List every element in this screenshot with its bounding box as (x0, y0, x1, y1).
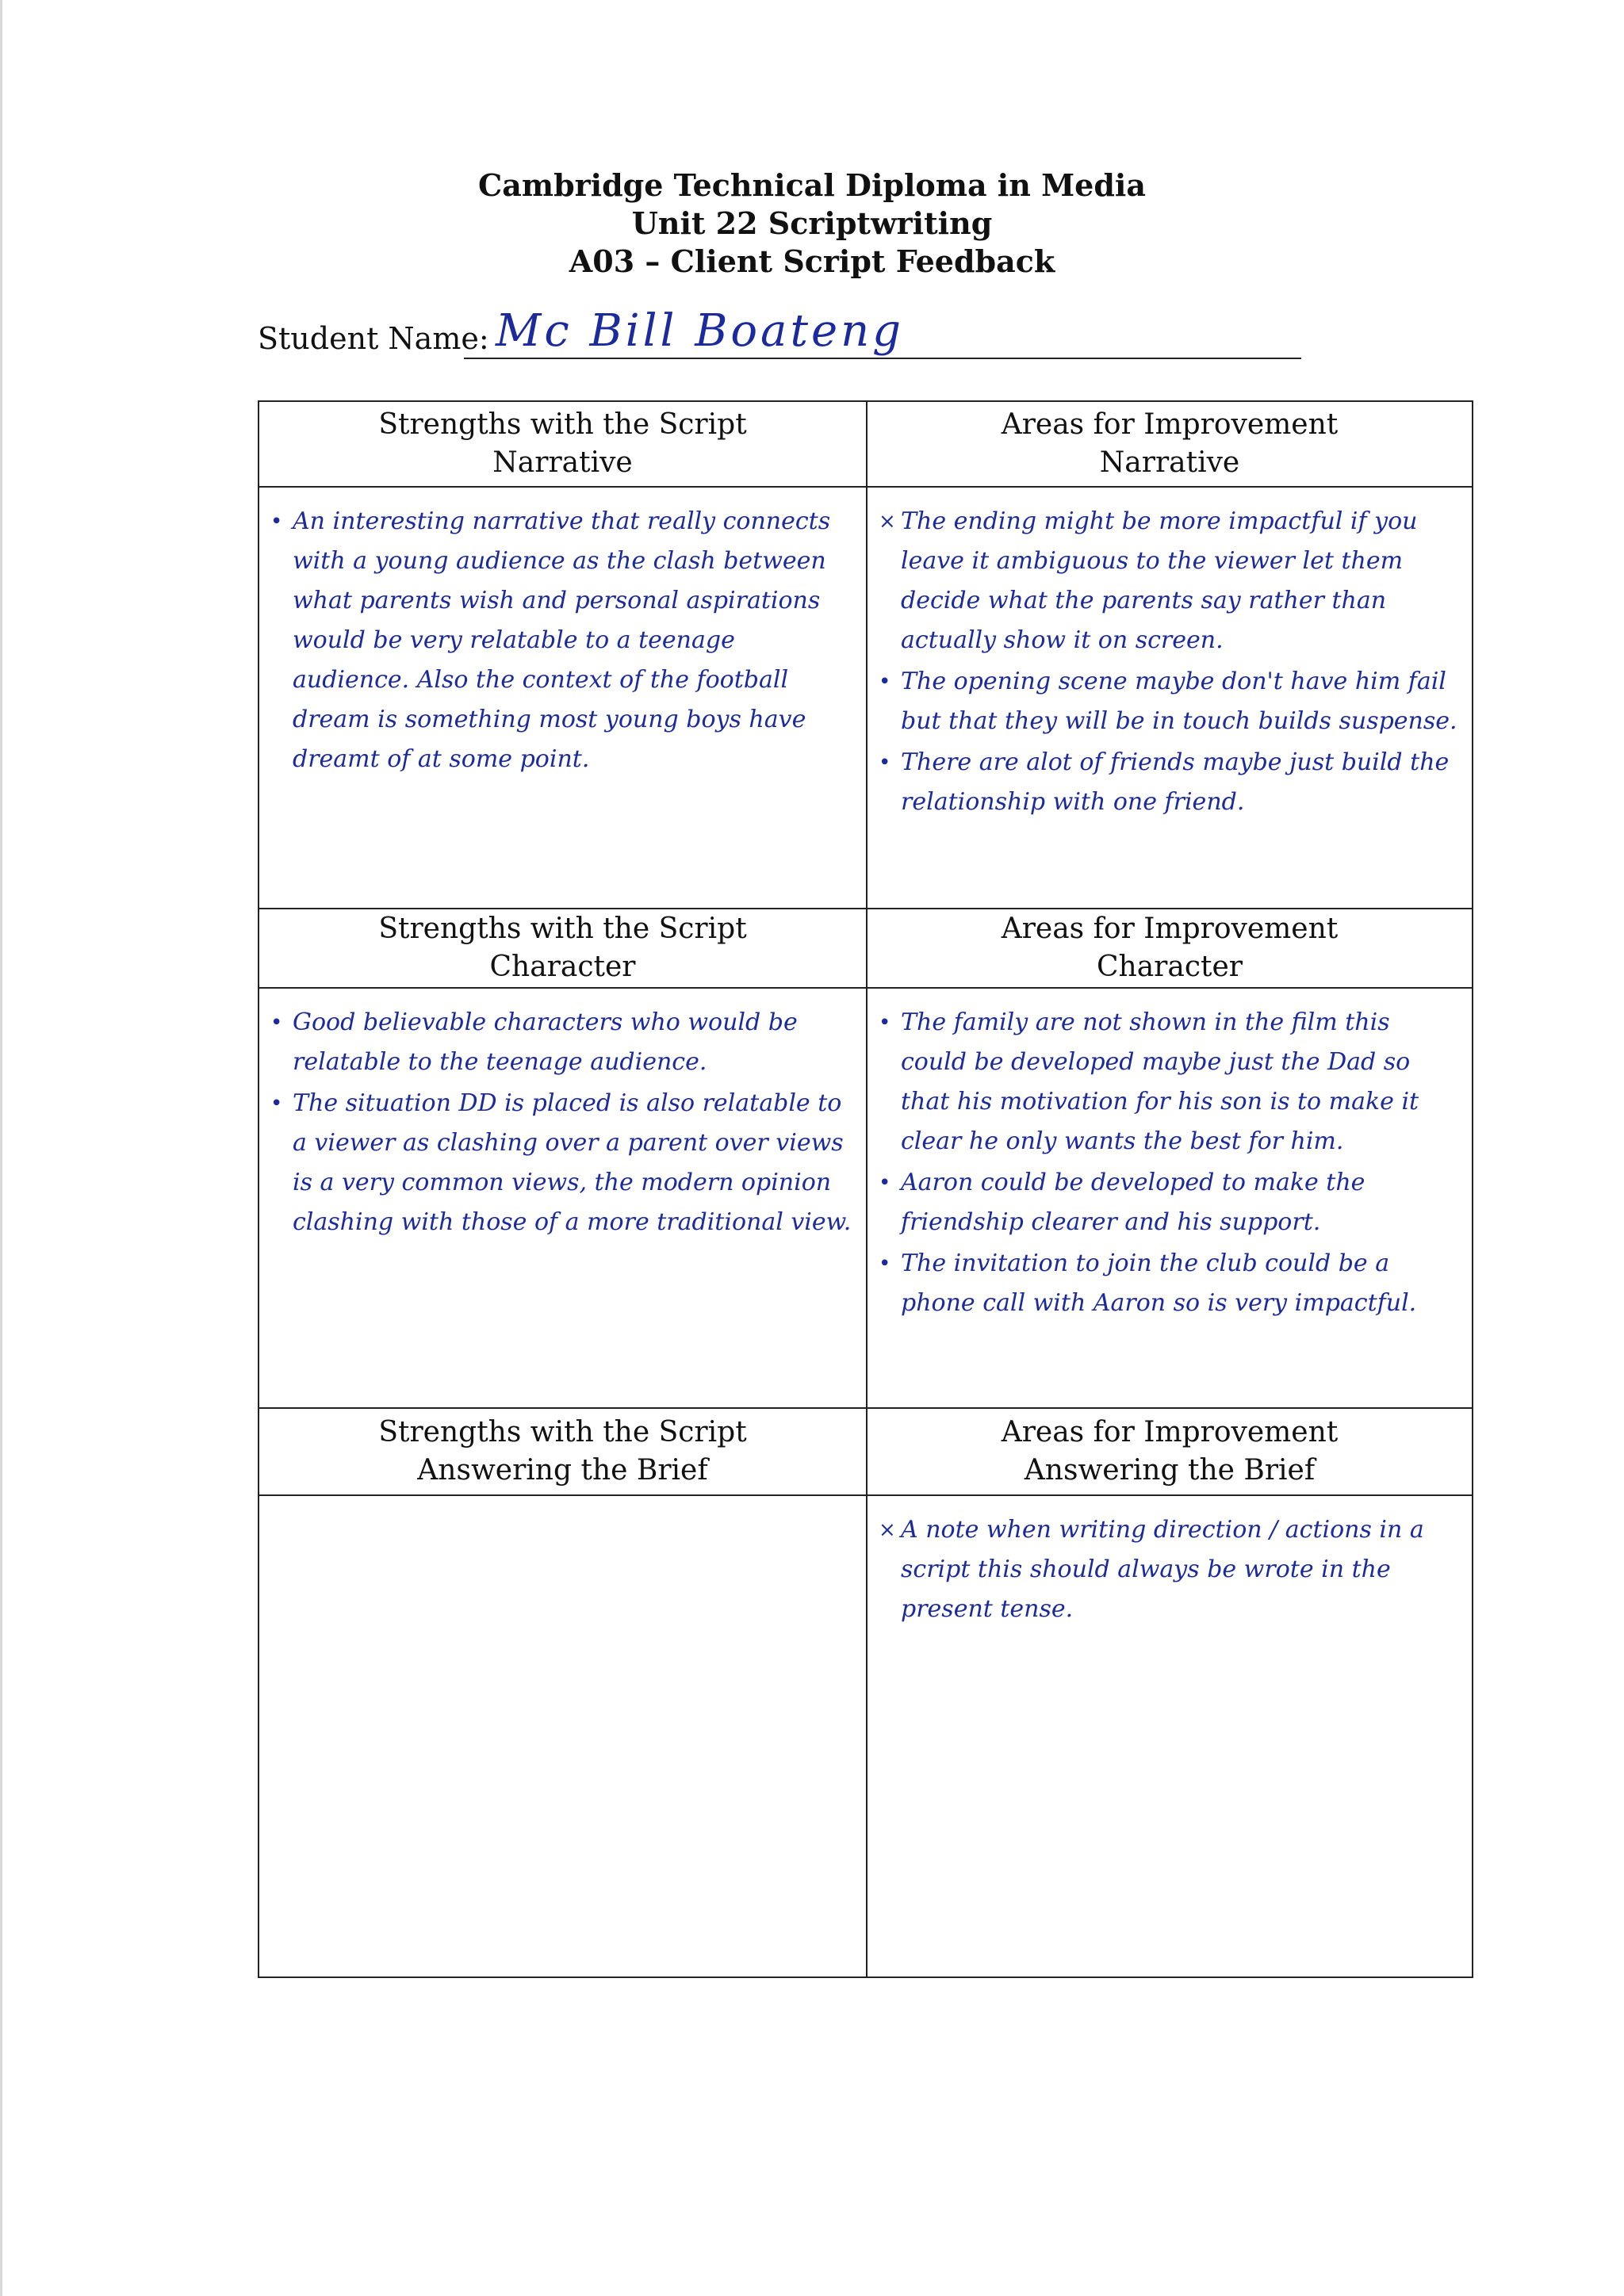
note-item (270, 1003, 856, 1082)
star-bullet-icon: × (879, 510, 896, 534)
character-strengths-header (259, 909, 868, 989)
note-item (879, 1003, 1462, 1161)
student-name-label: Student Name: (258, 321, 489, 356)
brief-improvement-header (868, 1409, 1472, 1496)
handwritten-note: A note when writing direction / actions in a script this should always be wrote in the present tense. (901, 1516, 1424, 1623)
note-item (879, 1510, 1462, 1629)
page-edge (0, 0, 2, 2296)
note-item (879, 1244, 1462, 1323)
note-item (879, 743, 1462, 822)
feedback-title: A03 – Client Script Feedback (569, 243, 1055, 279)
character-improvement-header (868, 909, 1472, 989)
header-strengths-label: Strengths with the Script (378, 913, 747, 945)
brief-strengths-header (259, 1409, 868, 1496)
unit-title: Unit 22 Scriptwriting (631, 205, 993, 241)
bullet-icon: • (270, 1011, 283, 1035)
handwritten-note: The situation DD is placed is also relatable to a viewer as clashing over a parent over views is a very common views, the modern opinion clashing with those of a more traditional view. (293, 1089, 852, 1236)
header-category-label: Answering the Brief (417, 1454, 708, 1487)
header-improvement-label: Areas for Improvement (1001, 408, 1339, 441)
header-improvement-label: Areas for Improvement (1001, 1416, 1339, 1448)
narrative-strengths-header (259, 402, 868, 488)
header-category-label: Narrative (1099, 446, 1240, 479)
header-category-label: Narrative (492, 446, 633, 479)
note-item (879, 1163, 1462, 1242)
bullet-icon: • (270, 510, 283, 534)
brief-strengths-notes (259, 1496, 868, 1976)
bullet-icon: • (879, 1252, 891, 1276)
feedback-table (258, 400, 1473, 1978)
brief-improvement-notes (868, 1496, 1472, 1976)
handwritten-note: Aaron could be developed to make the friendship clearer and his support. (901, 1169, 1365, 1236)
bullet-icon: • (270, 1092, 283, 1115)
document-header (0, 166, 1624, 281)
narrative-improvement-header (868, 402, 1472, 488)
handwritten-note: Good believable characters who would be relatable to the teenage audience. (293, 1008, 798, 1076)
note-item (879, 502, 1462, 660)
handwritten-note: An interesting narrative that really connects with a young audience as the clash between what parents wish and personal aspirations would be very relatable to a teenage audience. Also the context of the football dream is something most young boys have dreamt of at some point. (293, 507, 831, 773)
handwritten-note: The family are not shown in the film this could be developed maybe just the Dad so that his motivation for his son is to make it clear he only wants the best for him. (901, 1008, 1419, 1155)
bullet-icon: • (879, 670, 891, 694)
student-name-line (464, 358, 1301, 359)
handwritten-note: The invitation to join the club could be a phone call with Aaron so is very impactful. (901, 1249, 1417, 1317)
student-name-value: Mc Bill Boateng (496, 305, 904, 357)
header-improvement-label: Areas for Improvement (1001, 913, 1339, 945)
header-category-label: Character (1096, 951, 1243, 983)
header-strengths-label: Strengths with the Script (378, 1416, 747, 1448)
header-category-label: Character (489, 951, 636, 983)
star-bullet-icon: × (879, 1518, 896, 1542)
handwritten-note: The ending might be more impactful if you leave it ambiguous to the viewer let them decide what the parents say rather than actually show it on screen. (901, 507, 1418, 654)
character-strengths-notes (259, 989, 868, 1409)
narrative-strengths-notes (259, 488, 868, 909)
note-item (879, 662, 1462, 741)
note-item (270, 502, 856, 779)
bullet-icon: • (879, 1171, 891, 1195)
bullet-icon: • (879, 1011, 891, 1035)
header-strengths-label: Strengths with the Script (378, 408, 747, 441)
handwritten-note: The opening scene maybe don't have him fail but that they will be in touch builds suspense. (901, 668, 1457, 735)
document-title: Cambridge Technical Diploma in Media (478, 167, 1146, 203)
note-item (270, 1084, 856, 1242)
handwritten-note: There are alot of friends maybe just build the relationship with one friend. (901, 748, 1450, 816)
bullet-icon: • (879, 751, 891, 775)
header-category-label: Answering the Brief (1024, 1454, 1316, 1487)
narrative-improvement-notes (868, 488, 1472, 909)
character-improvement-notes (868, 989, 1472, 1409)
